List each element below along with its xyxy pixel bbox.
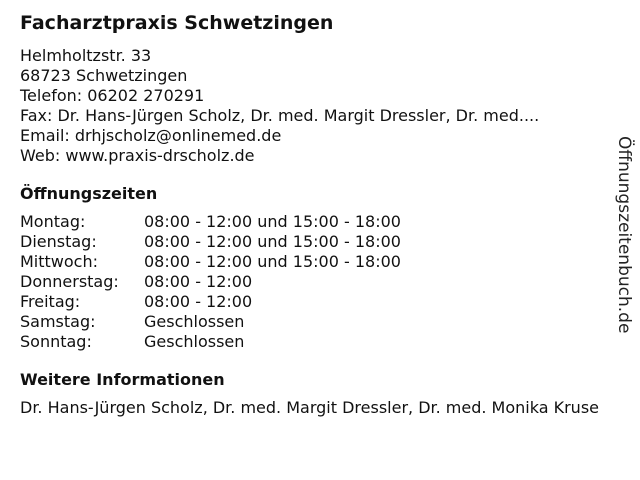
time-value: 08:00 - 12:00 — [144, 292, 253, 311]
day-label: Donnerstag: — [20, 272, 119, 291]
day-label: Mittwoch: — [20, 252, 98, 271]
day-label: Dienstag: — [20, 232, 97, 251]
hours-row — [20, 272, 401, 292]
more-info-heading: Weitere Informationen — [20, 370, 225, 389]
phone-number: Telefon: 06202 270291 — [20, 86, 205, 105]
fax-line: Fax: Dr. Hans-Jürgen Scholz, Dr. med. Margit Dressler, Dr. med.... — [20, 106, 540, 125]
contact-block — [20, 46, 610, 166]
opening-hours-table — [20, 212, 401, 352]
hours-row — [20, 312, 401, 332]
day-label: Freitag: — [20, 292, 81, 311]
hours-row — [20, 212, 401, 232]
email-line: Email: drhjscholz@onlinemed.de — [20, 126, 282, 145]
practice-name: Facharztpraxis Schwetzingen — [20, 12, 334, 34]
day-label: Montag: — [20, 212, 86, 231]
hours-row — [20, 252, 401, 272]
city-address: 68723 Schwetzingen — [20, 66, 188, 85]
web-line: Web: www.praxis-drscholz.de — [20, 146, 255, 165]
hours-row — [20, 332, 401, 352]
time-value: 08:00 - 12:00 und 15:00 - 18:00 — [144, 212, 401, 231]
hours-row — [20, 232, 401, 252]
time-value: Geschlossen — [144, 312, 245, 331]
more-info-text: Dr. Hans-Jürgen Scholz, Dr. med. Margit Dressler, Dr. med. Monika Kruse — [20, 398, 599, 417]
site-brand-watermark: Öffnungszeitenbuch.de — [614, 136, 634, 334]
opening-hours-heading: Öffnungszeiten — [20, 184, 158, 203]
practice-card — [20, 10, 610, 418]
time-value: 08:00 - 12:00 und 15:00 - 18:00 — [144, 252, 401, 271]
hours-row — [20, 292, 401, 312]
time-value: Geschlossen — [144, 332, 245, 351]
day-label: Samstag: — [20, 312, 96, 331]
time-value: 08:00 - 12:00 und 15:00 - 18:00 — [144, 232, 401, 251]
street-address: Helmholtzstr. 33 — [20, 46, 152, 65]
day-label: Sonntag: — [20, 332, 92, 351]
time-value: 08:00 - 12:00 — [144, 272, 253, 291]
